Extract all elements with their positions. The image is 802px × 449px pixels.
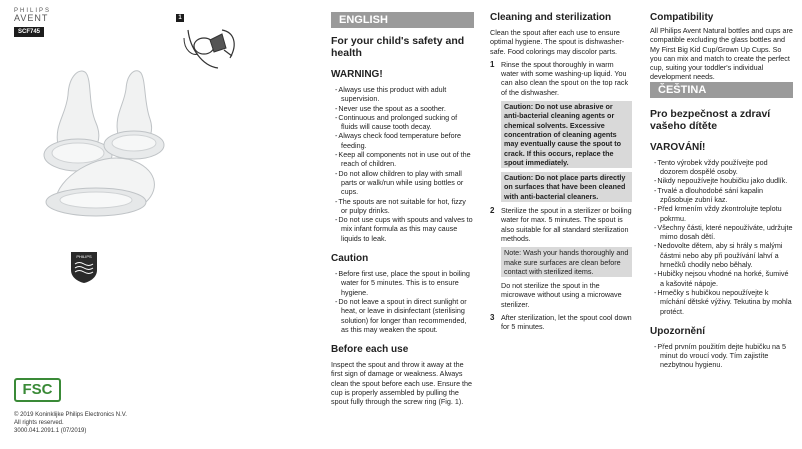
- brand-line1: PHILIPS: [14, 8, 52, 14]
- step-text: Sterilize the spout in a sterilizer or boiling water for max. 5 minutes. The spout is also suitable for all standard sterilization methods.: [501, 206, 632, 243]
- before-use-title: Before each use: [331, 344, 409, 356]
- list-item: - Always use this product with adult supervision.: [331, 85, 474, 104]
- list-item: - Hrnečky s hubičkou nepoužívejte k míchání dětské výživy. Tekutina by mohla protéct.: [650, 288, 793, 316]
- czech-warning-list: [650, 158, 793, 316]
- note-box: Note: Wash your hands thoroughly and make sure surfaces are clean before contact with sterilized items.: [501, 247, 632, 277]
- step-number: 3: [490, 313, 495, 323]
- cleaning-column: [490, 12, 632, 332]
- spout-diagram-icon: [182, 20, 242, 72]
- warning-title: WARNING!: [331, 69, 383, 80]
- compatibility-title: Compatibility: [650, 12, 714, 23]
- caution-list: [331, 269, 474, 334]
- list-item: - Never use the spout as a soother.: [331, 104, 474, 113]
- list-item: - The spouts are not suitable for hot, fizzy or pulpy drinks.: [331, 197, 474, 216]
- philips-shield-logo: [69, 248, 99, 284]
- english-column: [331, 12, 474, 407]
- list-item: - Always check food temperature before feeding.: [331, 131, 474, 150]
- list-item: - Před prvním použitím dejte hubičku na 5 minut do vroucí vody. Tím zajistíte nezbytnou hygienu.: [650, 342, 793, 370]
- warning-list: [331, 85, 474, 243]
- step-text: Rinse the spout thoroughly in warm water with some washing-up liquid. You can also clean the spout on the top rack of the dishwasher.: [501, 59, 629, 97]
- shield-text: PHILIPS: [76, 254, 92, 259]
- before-use-text: Inspect the spout and throw it away at the first sign of damage or weakness. Always clean the spout before each use. Ensure the cup is properly assembled by pulling the spout fully through the screw ring (Fig. 1).: [331, 360, 473, 407]
- list-item: - Continuous and prolonged sucking of fluids will cause tooth decay.: [331, 113, 474, 132]
- list-item: - Hubičky nejsou vhodné na horké, šumivé a kašovité nápoje.: [650, 269, 793, 288]
- compatibility-text: All Philips Avent Natural bottles and cups are compatible excluding the glass bottles and My First Big Kid Cup/Grown Up Cups. So you can mix and match to create the perfect cup, suiting your toddler's individual development needs.: [650, 26, 793, 82]
- list-item: - Všechny části, které nepoužíváte, udržujte mimo dosah dětí.: [650, 223, 793, 242]
- compat-czech-column: [650, 12, 793, 370]
- czech-caution-title: Upozornění: [650, 325, 705, 337]
- list-item: - Before first use, place the spout in boiling water for 5 minutes. This is to ensure hygiene.: [331, 269, 474, 297]
- copyright-line1: © 2019 Koninklijke Philips Electronics N.V.: [14, 412, 127, 418]
- list-item: - Do not leave a spout in direct sunlight or heat, or leave in disinfectant (sterilising solution) for longer than recommended, as this may weaken the spout.: [331, 297, 474, 334]
- brand-logo: [14, 8, 51, 23]
- list-item: - Keep all components not in use out of the reach of children.: [331, 150, 474, 169]
- copyright-line2: All rights reserved.: [14, 420, 64, 426]
- model-tag: SCF745: [14, 27, 44, 37]
- list-item: - Tento výrobek vždy používejte pod dozorem dospělé osoby.: [650, 158, 793, 177]
- fsc-logo: FSC: [14, 378, 61, 402]
- caution-box-surfaces: Caution: Do not place parts directly on surfaces that have been cleaned with anti-bacterial cleaners.: [501, 172, 632, 202]
- language-bar-czech: ČEŠTINA: [650, 82, 793, 98]
- list-item: - Trvalé a dlouhodobé sání kapalin způsobuje zubní kaz.: [650, 186, 793, 205]
- cleaning-intro: Clean the spout after each use to ensure optimal hygiene. The spout is dishwasher-safe. Food colorings may discolor parts.: [490, 28, 625, 56]
- english-heading: For your child's safety and health: [331, 35, 465, 59]
- step-2: [490, 206, 632, 243]
- copyright-line3: 3000.041.2091.1 (07/2019): [14, 428, 87, 434]
- czech-warning-title: VAROVÁNÍ!: [650, 141, 706, 153]
- brand-line2: AVENT: [14, 13, 49, 23]
- language-bar-english: ENGLISH: [331, 12, 474, 28]
- step-number: 1: [490, 59, 495, 69]
- list-item: - Nikdy nepoužívejte houbičku jako dudlík.: [650, 176, 793, 185]
- copyright-block: [14, 411, 174, 435]
- list-item: - Do not allow children to play with small parts or walk/run while using bottles or cups.: [331, 169, 474, 197]
- microwave-text: Do not sterilize the spout in the microwave without using a microwave sterilizer.: [501, 281, 622, 309]
- czech-heading: Pro bezpečnost a zdraví vašeho dítěte: [650, 107, 771, 132]
- czech-caution-list: [650, 342, 793, 370]
- list-item: - Před krmením vždy zkontrolujte teplotu pokrmu.: [650, 204, 793, 223]
- step-number: 2: [490, 206, 495, 216]
- list-item: - Do not use cups with spouts and valves to mix infant formula as this may cause liquids to leak.: [331, 215, 474, 243]
- caution-box-abrasive: Caution: Do not use abrasive or anti-bacterial cleaning agents or chemical solvents. Excessive concentration of cleaning agents may eventually cause the spout to crack. If this occurs, replace the spout immediately.: [501, 101, 632, 168]
- step-text: After sterilization, let the spout cool down for 5 minutes.: [501, 313, 632, 332]
- cleaning-title: Cleaning and sterilization: [490, 12, 612, 23]
- caution-title: Caution: [331, 253, 369, 265]
- spout-product-image-bottom: [36, 140, 176, 220]
- figure-badge: 1: [176, 14, 184, 22]
- step-1: [490, 60, 632, 97]
- step-3: [490, 313, 632, 332]
- list-item: - Nedovolte dětem, aby si hrály s malými částmi nebo aby při používání lahví a hrnečků chodily nebo běhaly.: [650, 241, 793, 269]
